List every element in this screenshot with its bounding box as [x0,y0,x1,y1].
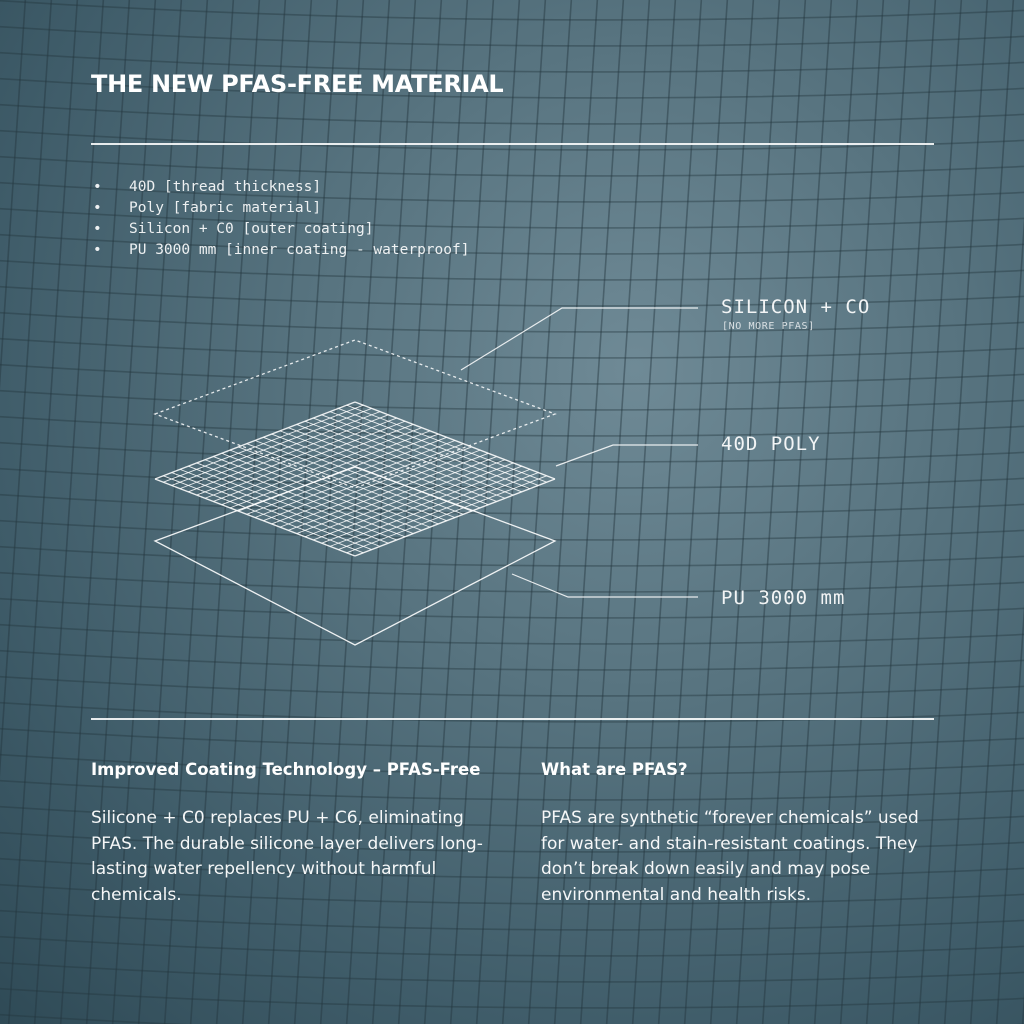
poly-leader-line [556,445,698,466]
pu-leader-line [512,574,698,597]
silicon-leader-line [461,308,698,370]
page-title: THE NEW PFAS-FREE MATERIAL [91,70,504,98]
poly-layer-grid [155,402,555,556]
silicon-layer-sublabel: [NO MORE PFAS] [722,321,815,332]
spec-item-thread: • 40D [thread thickness] [91,177,469,198]
spec-item-outer-coating: • Silicon + C0 [outer coating] [91,219,469,240]
poly-layer-label: 40D POLY [721,433,821,455]
coating-tech-body: Silicone + C0 replaces PU + C6, eliminating PFAS. The durable silicone layer delivers long-lasting water repellency without harmful chemicals. [91,808,483,905]
coating-tech-section [91,760,491,908]
coating-tech-heading: Improved Coating Technology – PFAS-Free [91,760,481,779]
pfas-info-section [541,760,941,908]
spec-item-inner-coating: • PU 3000 mm [inner coating - waterproof] [91,240,469,261]
bottom-divider [91,718,934,720]
pu-layer-label: PU 3000 mm [721,587,846,609]
pfas-info-body: PFAS are synthetic “forever chemicals” used for water- and stain-resistant coatings. They don’t break down easily and may pose environmental and health risks. [541,808,919,905]
pfas-info-heading: What are PFAS? [541,760,688,779]
spec-item-fabric: • Poly [fabric material] [91,198,469,219]
silicon-layer-label: SILICON + CO [721,296,871,318]
